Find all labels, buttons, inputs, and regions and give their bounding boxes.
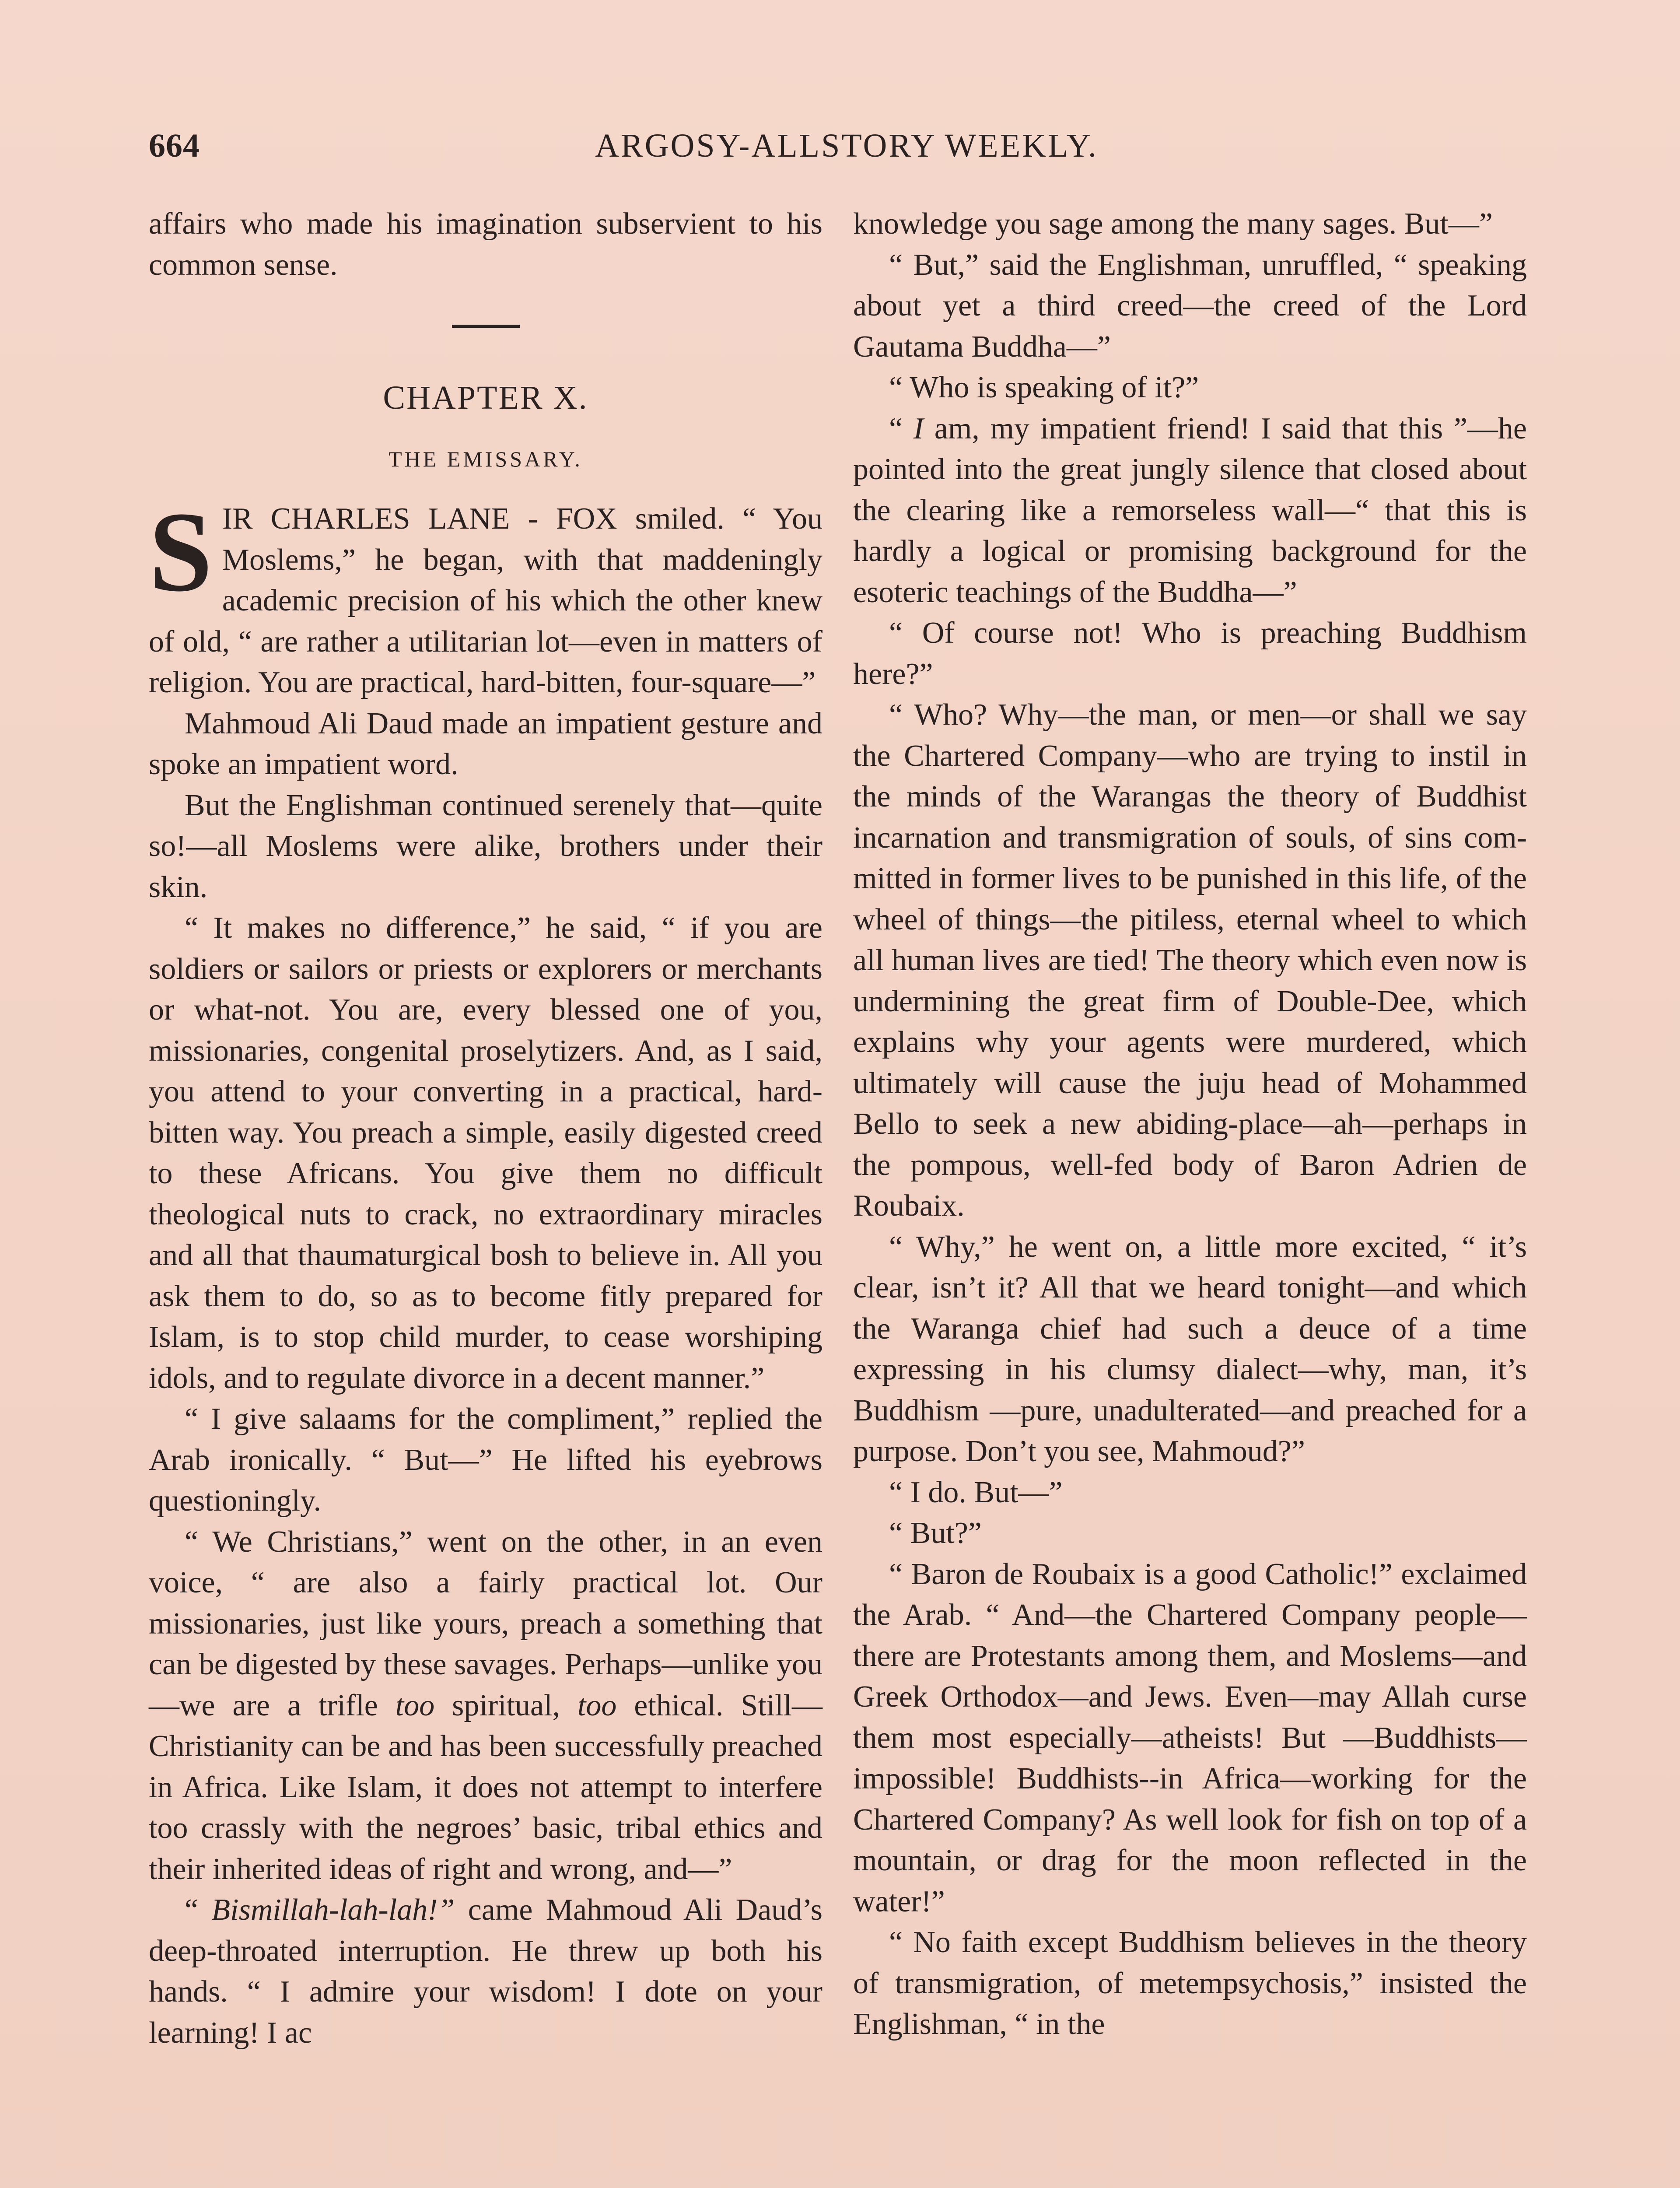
opening-paragraph-text: IR CHARLES LANE - FOX smiled. “ You Moslems,” he began, with that maddeningly academic precision of his which the other knew of old, “ are rather a utilitarian lot—even in matters of religion. You are practical, hard-bitten, four-square—”: [149, 502, 822, 699]
body-paragraph: “ Who? Why—the man, or men—or shall we say the Chartered Company—who are trying to instil in the minds of the Warangas the theory of Buddhist incarnation and transmigration of souls, of sins committed in former lives to be punished in this life, of the wheel of things—the pitiless, eternal wheel to which all human lives are tied! The theory which even now is undermining the great firm of Double-Dee, which explains why your agents were murdered, which ultimately will cause the juju head of Mohammed Bello to seek a new abiding-place—ah—perhaps in the pompous, well-fed body of Baron Adrien de Roubaix.: [853, 698, 1527, 1223]
body-paragraph: “ Why,” he went on, a little more excited, “ it’s clear, isn’t it? All that we heard tonight—and which the Waranga chief had such a deuce of a time expressing in his clumsy dialect—why, man, it’s Buddhism —pure, unadulterated—and preached for a purpose. Don’t you see, Mahmoud?”: [853, 1230, 1527, 1468]
italic-exclamation: Bismillah-lah-lah!”: [211, 1893, 455, 1927]
intro-paragraph: affairs who made his imagination subservient to his common sense.: [149, 207, 822, 282]
body-paragraph: [149, 1890, 822, 2053]
body-paragraph: [149, 1522, 822, 1890]
body-paragraph: But the Englishman continued serenely that—quite so!—all Moslems were alike, brothers under their skin.: [149, 788, 822, 904]
text-run: “: [889, 411, 914, 445]
left-column: [149, 203, 822, 2053]
text-run: ethical. Still—Christianity can be and has been successfully preached in Africa. Like Islam, it does not attempt to interfere too crassly with the negroes’ basic, tribal ethics and their inherited ideas of right and wrong, and—”: [149, 1688, 822, 1886]
body-paragraph: “ I do. But—”: [889, 1475, 1063, 1509]
body-paragraph: Mahmoud Ali Daud made an impatient gesture and spoke an impatient word.: [149, 706, 822, 781]
body-paragraph: “ I give salaams for the compliment,” replied the Arab ironically. “ But—” He lifted his eyebrows questioningly.: [149, 1402, 822, 1518]
drop-cap: S: [149, 488, 213, 615]
body-paragraph: “ Of course not! Who is preaching Buddhism here?”: [853, 616, 1527, 691]
chapter-subtitle: THE EMISSARY.: [388, 447, 583, 471]
text-run: “: [185, 1893, 212, 1927]
right-column: [853, 203, 1527, 2045]
body-paragraph: “ But,” said the Englishman, unruffled, “ speaking about yet a third creed—the creed of the Lord Gautama Buddha—”: [853, 248, 1527, 364]
running-title: ARGOSY-ALLSTORY WEEKLY.: [595, 127, 1098, 164]
body-paragraph: “ No faith except Buddhism believes in the theory of transmigration, of metempsychosis,” insisted the Englishman, “ in the: [853, 1925, 1527, 2041]
body-paragraph: “ Who is speaking of it?”: [889, 371, 1199, 404]
text-run: “ We Christians,” went on the other, in an even voice, “ are also a fairly practical lot. Our missionaries, just like yours, preach a something that can be digested by these savages. Perhaps—unlike you—we are a trifle: [149, 1525, 822, 1722]
body-paragraph: “ Baron de Roubaix is a good Catholic!” exclaimed the Arab. “ And—the Chartered Company people—there are Protestants among them, and Moslems—and Greek Orthodox—and Jews. Even—may Allah curse them most especially—atheists! But —Buddhists—impossible! Buddhists--in Africa—working for the Chartered Company? As well look for fish on top of a mountain, or drag for the moon reflected in the water!”: [853, 1557, 1527, 1918]
body-paragraph: “ It makes no difference,” he said, “ if you are soldiers or sailors or priests or explorers or merchants or what-not. You are, every blessed one of you, missionaries, congenital proselytizers. And, as I said, you attend to your converting in a practical, hard-bitten way. You preach a simple, easily digested creed to these Africans. You give them no difficult theological nuts to crack, no extraordinary miracles and all that thaumaturgical bosh to believe in. All you ask them to do, so as to become fitly prepared for Islam, is to stop child murder, to cease worshiping idols, and to regulate divorce in a decent manner.”: [149, 911, 822, 1395]
section-divider: [452, 325, 520, 328]
page-header: [149, 127, 1544, 179]
chapter-title: CHAPTER X.: [383, 379, 588, 416]
text-run: spiritual,: [434, 1688, 578, 1722]
italic-word: too: [577, 1688, 617, 1722]
page-number: 664: [149, 127, 200, 164]
body-paragraph: “ But?”: [889, 1516, 982, 1550]
body-paragraph: [853, 408, 1527, 613]
italic-word: too: [395, 1688, 435, 1722]
continued-paragraph: knowledge you sage among the many sages. But—”: [853, 207, 1493, 241]
text-run: came Mahmoud Ali Daud’s deep-throated interruption. He threw up both his hands. “ I admire your wisdom! I dote on your learning! I ac: [149, 1893, 822, 2050]
text-run: am, my impatient friend! I said that this ”—he pointed into the great jungly silence that closed about the clearing like a remorseless wall—“ that this is hardly a logical or promising background for the esoteric teachings of the Buddha—”: [853, 411, 1527, 609]
opening-paragraph: [149, 488, 822, 703]
italic-word: I: [913, 411, 924, 445]
